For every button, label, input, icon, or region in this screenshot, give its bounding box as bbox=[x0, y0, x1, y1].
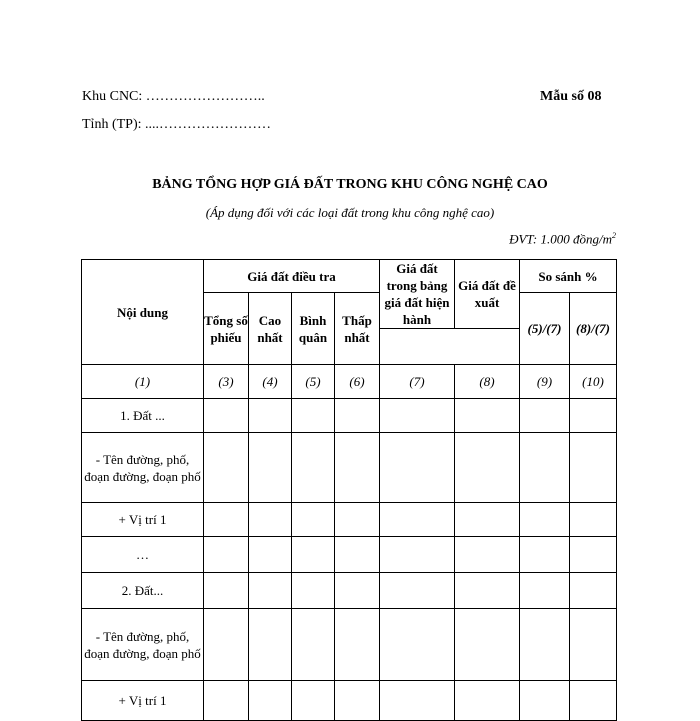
table-cell bbox=[520, 399, 570, 433]
table-cell bbox=[204, 537, 249, 573]
table-cell bbox=[292, 681, 335, 721]
table-cell bbox=[455, 573, 520, 609]
table-cell bbox=[292, 503, 335, 537]
table-cell bbox=[249, 573, 292, 609]
row-label: 2. Đất... bbox=[82, 573, 204, 609]
table-cell bbox=[204, 681, 249, 721]
header-tong-so-phieu: Tổng số phiếu bbox=[204, 293, 249, 365]
table-cell bbox=[570, 573, 617, 609]
table-cell bbox=[570, 609, 617, 681]
table-row bbox=[82, 681, 617, 721]
table-cell bbox=[380, 609, 455, 681]
table-cell bbox=[335, 681, 380, 721]
table-cell bbox=[380, 399, 455, 433]
price-summary-table bbox=[81, 259, 617, 721]
table-cell bbox=[292, 609, 335, 681]
table-cell bbox=[204, 503, 249, 537]
unit-text: ĐVT: 1.000 đồng/m bbox=[509, 231, 612, 247]
row-label: … bbox=[82, 537, 204, 573]
table-row bbox=[82, 433, 617, 503]
table-cell bbox=[380, 681, 455, 721]
table-cell bbox=[335, 399, 380, 433]
table-row bbox=[82, 537, 617, 573]
table-row bbox=[82, 503, 617, 537]
table-cell bbox=[249, 399, 292, 433]
table-cell bbox=[335, 573, 380, 609]
table-cell bbox=[520, 537, 570, 573]
table-cell bbox=[335, 433, 380, 503]
row-label: + Vị trí 1 bbox=[82, 681, 204, 721]
table-cell bbox=[455, 681, 520, 721]
table-cell bbox=[520, 503, 570, 537]
col-number: (4) bbox=[249, 365, 292, 399]
table-cell bbox=[204, 609, 249, 681]
unit-superscript: 2 bbox=[612, 231, 616, 240]
col-number: (10) bbox=[570, 365, 617, 399]
table-cell bbox=[570, 681, 617, 721]
table-cell bbox=[335, 537, 380, 573]
table-cell bbox=[204, 433, 249, 503]
khu-cnc-field: Khu CNC: …………………….. bbox=[82, 89, 265, 104]
col-number: (3) bbox=[204, 365, 249, 399]
col-number: (1) bbox=[82, 365, 204, 399]
table-cell bbox=[455, 537, 520, 573]
tinh-tp-field: Tỉnh (TP): ....…………………… bbox=[82, 117, 271, 132]
table-cell bbox=[292, 537, 335, 573]
header-ss-8-7: (8)/(7) bbox=[570, 293, 617, 365]
table-cell bbox=[455, 503, 520, 537]
header-gia-bang-gia: Giá đất trong bảng giá đất hiện hành bbox=[380, 260, 455, 329]
header-thap-nhat: Thấp nhất bbox=[335, 293, 380, 365]
col-number: (8) bbox=[455, 365, 520, 399]
header-binh-quan: Bình quân bbox=[292, 293, 335, 365]
row-label: 1. Đất ... bbox=[82, 399, 204, 433]
table-cell bbox=[520, 573, 570, 609]
table-cell bbox=[380, 503, 455, 537]
header-noi-dung: Nội dung bbox=[82, 260, 204, 365]
table-cell bbox=[520, 609, 570, 681]
table-cell bbox=[570, 399, 617, 433]
document-title: BẢNG TỔNG HỢP GIÁ ĐẤT TRONG KHU CÔNG NGHỆ CAO bbox=[152, 177, 548, 192]
table-row bbox=[82, 399, 617, 433]
table-cell bbox=[335, 503, 380, 537]
table-cell bbox=[249, 609, 292, 681]
table-cell bbox=[570, 537, 617, 573]
table-cell bbox=[380, 573, 455, 609]
table-cell bbox=[204, 573, 249, 609]
unit-label bbox=[509, 231, 616, 247]
table-cell bbox=[455, 399, 520, 433]
table-cell bbox=[292, 399, 335, 433]
col-number: (6) bbox=[335, 365, 380, 399]
header-so-sanh: So sánh % bbox=[520, 260, 617, 293]
table-cell bbox=[455, 609, 520, 681]
table-cell bbox=[380, 537, 455, 573]
header-ss-5-7: (5)/(7) bbox=[520, 293, 570, 365]
table-cell bbox=[520, 433, 570, 503]
col-number: (7) bbox=[380, 365, 455, 399]
document-subtitle: (Áp dụng đối với các loại đất trong khu công nghệ cao) bbox=[205, 205, 495, 220]
form-number: Mẫu số 08 bbox=[540, 89, 602, 104]
header-cao-nhat: Cao nhất bbox=[249, 293, 292, 365]
table-cell bbox=[249, 433, 292, 503]
table-cell bbox=[380, 433, 455, 503]
table-row bbox=[82, 609, 617, 681]
table-cell bbox=[292, 433, 335, 503]
header-gia-dieu-tra: Giá đất điều tra bbox=[204, 260, 380, 293]
table-row bbox=[82, 573, 617, 609]
table-cell bbox=[520, 681, 570, 721]
col-number: (9) bbox=[520, 365, 570, 399]
col-number: (5) bbox=[292, 365, 335, 399]
table-cell bbox=[570, 433, 617, 503]
header-gia-de-xuat: Giá đất đề xuất bbox=[455, 260, 520, 329]
table-cell bbox=[249, 503, 292, 537]
row-label: - Tên đường, phố, đoạn đường, đoạn phố bbox=[82, 609, 204, 681]
table-cell bbox=[249, 681, 292, 721]
row-label: - Tên đường, phố, đoạn đường, đoạn phố bbox=[82, 433, 204, 503]
table-cell bbox=[292, 573, 335, 609]
table-cell bbox=[249, 537, 292, 573]
table-cell bbox=[204, 399, 249, 433]
table-cell bbox=[455, 433, 520, 503]
table-cell bbox=[335, 609, 380, 681]
row-label: + Vị trí 1 bbox=[82, 503, 204, 537]
table-cell bbox=[570, 503, 617, 537]
